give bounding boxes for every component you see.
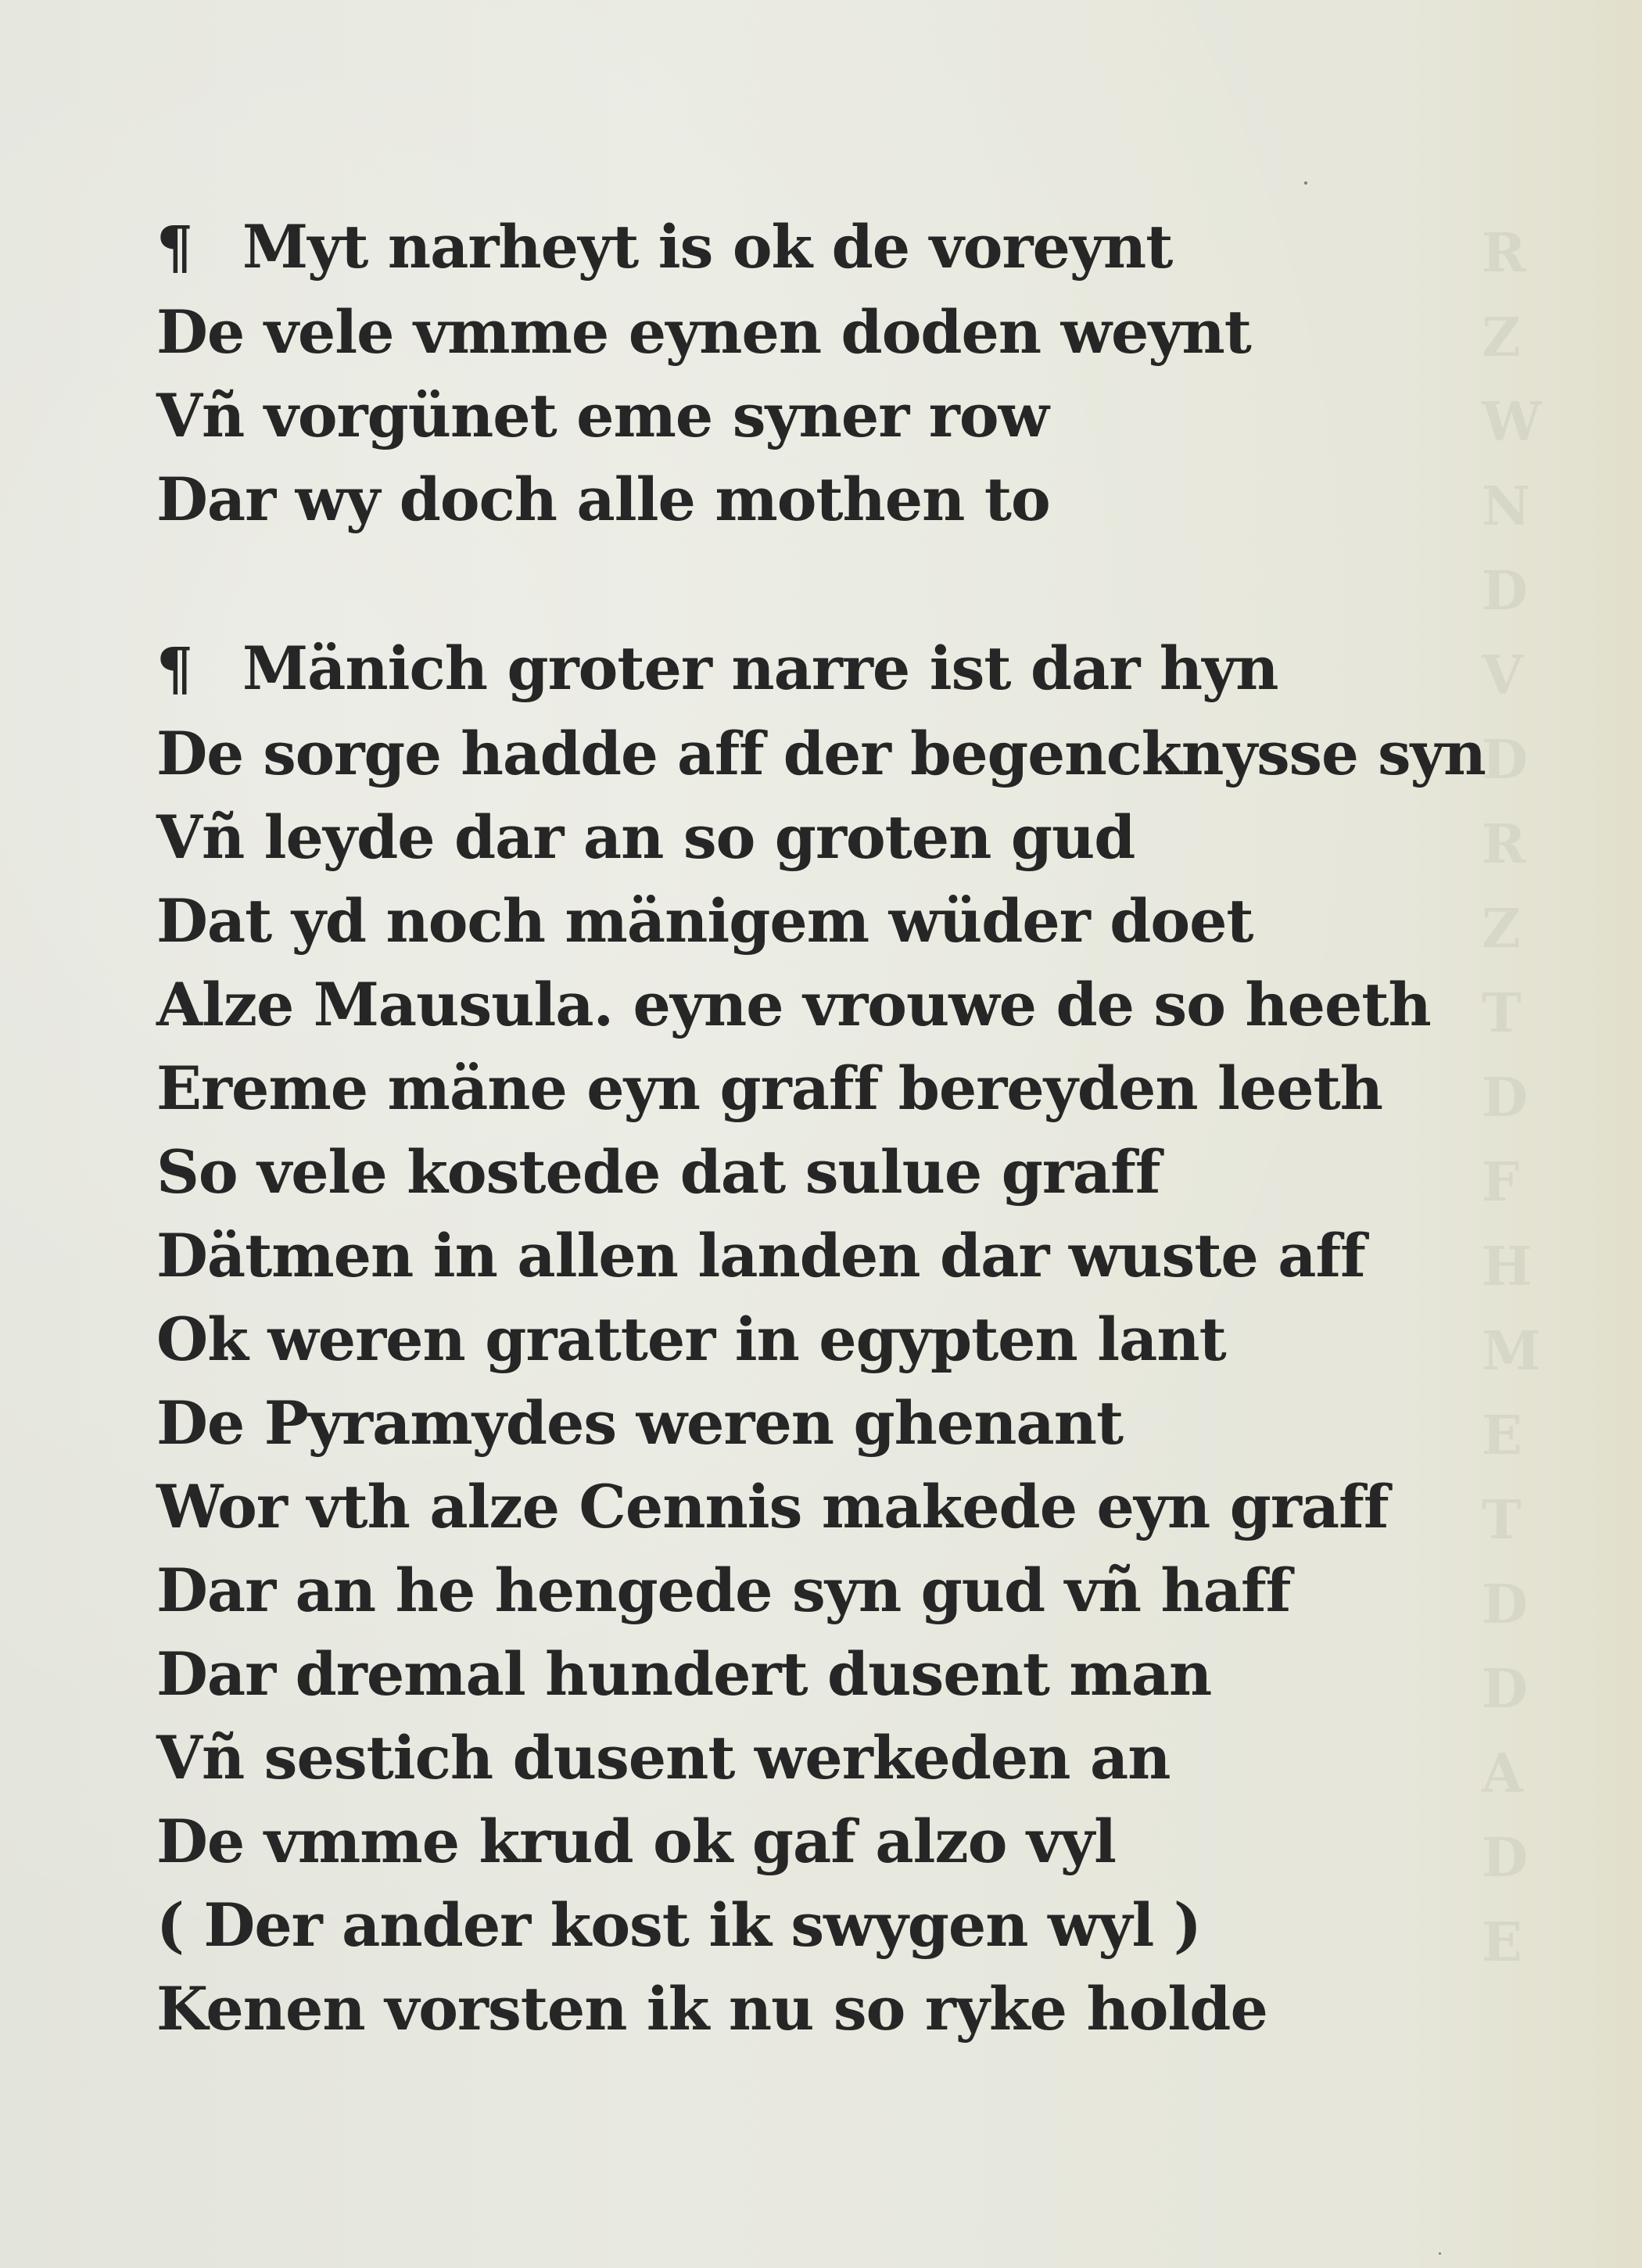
verse-line: Alze Mausula. eyne vrouwe de so heeth	[156, 970, 1431, 1039]
verse-line: De Pyramydes weren ghenant	[156, 1388, 1124, 1458]
verse-line: De vmme krud ok gaf alzo vyl	[156, 1807, 1117, 1876]
verse-line: Dar wy doch alle mothen to	[156, 465, 1050, 534]
verse-line: Dätmen in allen landen dar wuste aff	[156, 1221, 1365, 1290]
verse-line: Vñ sestich dusent werkeden an	[156, 1723, 1171, 1793]
verse-line: De sorge hadde aff der begencknysse syn	[156, 719, 1486, 788]
verse-line: Ereme mäne eyn graff bereyden leeth	[156, 1053, 1382, 1123]
verse-line: So vele kostede dat sulue graff	[156, 1137, 1160, 1207]
verse-line	[156, 205, 1486, 290]
verse-line: Vñ vorgünet eme syner row	[156, 381, 1049, 450]
stanza-1	[156, 205, 1486, 541]
verse-line: De vele vmme eynen doden weynt	[156, 297, 1251, 367]
ink-speck	[1304, 181, 1307, 185]
poem-text	[156, 205, 1486, 2051]
verse-line: Kenen vorsten ik nu so ryke holde	[156, 1974, 1267, 2044]
verse-line: Dar an he hengede syn gud vñ haff	[156, 1556, 1291, 1625]
pilcrow-mark: ¶	[156, 214, 193, 282]
verse-line: ( Der ander kost ik swygen wyl )	[156, 1890, 1201, 1960]
verse-line: Ok weren gratter in egypten lant	[156, 1304, 1226, 1374]
verse-line: Wor vth alze Cennis makede eyn graff	[156, 1472, 1389, 1541]
ink-speck	[1439, 2252, 1441, 2255]
facing-page-show-through: R Z W N D V D R Z T D F H M E T D D A D E	[1482, 222, 1542, 1974]
verse-line: Dar dremal hundert dusent man	[156, 1639, 1212, 1709]
verse-line: Dat yd noch mänigem wüder doet	[156, 886, 1253, 956]
verse-line-text: Mänich groter narre ist dar hyn	[242, 633, 1278, 703]
verse-line-text: Myt narheyt is ok de voreynt	[242, 212, 1173, 282]
verse-line	[156, 626, 1486, 712]
verse-line: Vñ leyde dar an so groten gud	[156, 802, 1135, 872]
stanza-2	[156, 626, 1486, 2051]
pilcrow-mark: ¶	[156, 636, 193, 703]
